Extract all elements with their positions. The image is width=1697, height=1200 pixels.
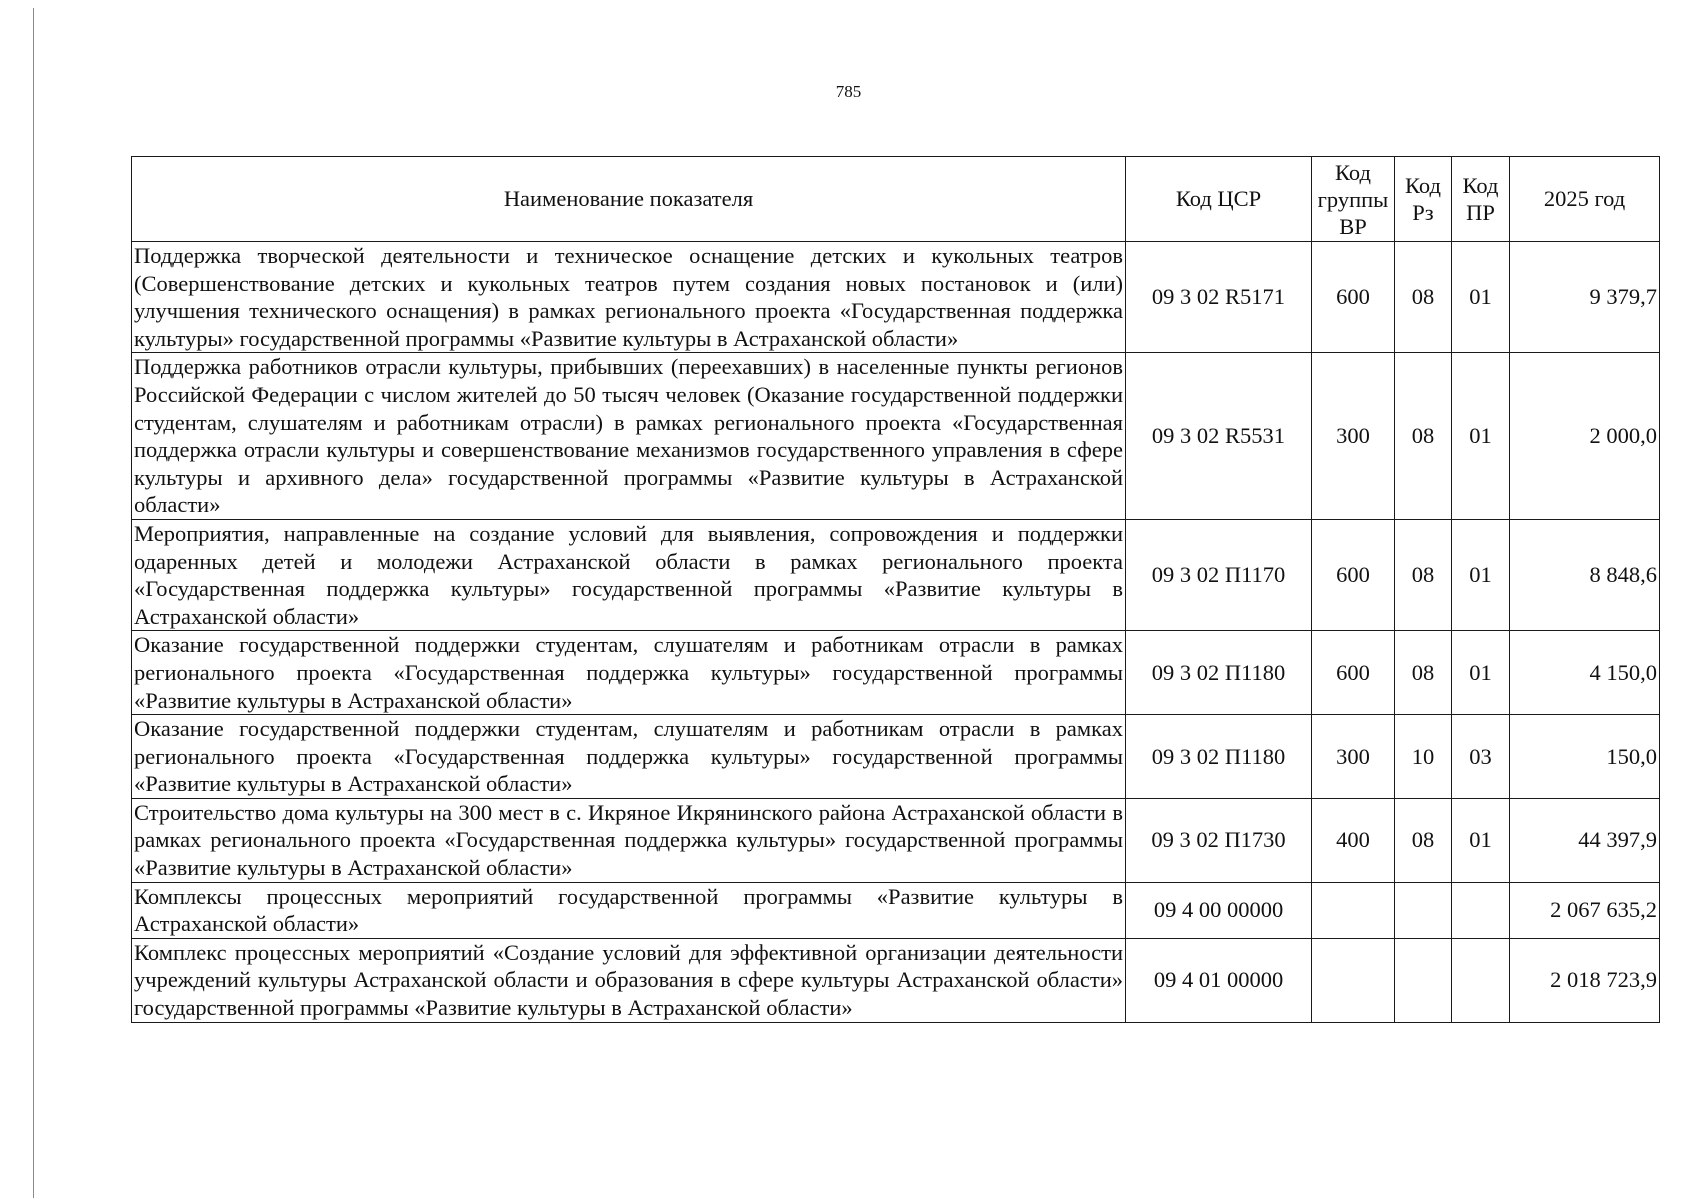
row-name: Комплексы процессных мероприятий государственной программы «Развитие культуры в Астраханской области» — [132, 882, 1126, 938]
table-row — [132, 519, 1660, 630]
row-vr: 600 — [1312, 519, 1395, 630]
row-rz: 08 — [1395, 798, 1452, 882]
header-name: Наименование показателя — [132, 157, 1126, 242]
binding-margin-line — [33, 8, 34, 1198]
header-pr: Код ПР — [1452, 157, 1510, 242]
page-number: 785 — [835, 82, 862, 101]
row-amount: 44 397,9 — [1510, 798, 1660, 882]
row-vr — [1312, 882, 1395, 938]
row-vr: 300 — [1312, 353, 1395, 520]
table-row — [132, 353, 1660, 520]
row-csr: 09 4 00 00000 — [1126, 882, 1312, 938]
row-csr: 09 3 02 R5171 — [1126, 242, 1312, 353]
row-amount: 2 018 723,9 — [1510, 938, 1660, 1022]
row-csr: 09 3 02 R5531 — [1126, 353, 1312, 520]
row-name: Мероприятия, направленные на создание условий для выявления, сопровождения и поддержки одаренных детей и молодежи Астраханской области в рамках регионального проекта «Государственная поддержка культуры» государственной программы «Развитие культуры в Астраханской области» — [132, 519, 1126, 630]
row-rz: 08 — [1395, 631, 1452, 715]
row-vr: 600 — [1312, 631, 1395, 715]
header-csr: Код ЦСР — [1126, 157, 1312, 242]
row-amount: 2 067 635,2 — [1510, 882, 1660, 938]
row-pr — [1452, 938, 1510, 1022]
row-amount: 2 000,0 — [1510, 353, 1660, 520]
row-csr: 09 3 02 П1730 — [1126, 798, 1312, 882]
row-csr: 09 3 02 П1180 — [1126, 631, 1312, 715]
row-vr — [1312, 938, 1395, 1022]
row-rz — [1395, 882, 1452, 938]
table-row — [132, 715, 1660, 799]
row-rz — [1395, 938, 1452, 1022]
row-amount: 150,0 — [1510, 715, 1660, 799]
row-csr: 09 4 01 00000 — [1126, 938, 1312, 1022]
row-pr: 01 — [1452, 631, 1510, 715]
row-rz: 08 — [1395, 353, 1452, 520]
row-csr: 09 3 02 П1170 — [1126, 519, 1312, 630]
table-row — [132, 798, 1660, 882]
header-rz: Код Рз — [1395, 157, 1452, 242]
row-name: Оказание государственной поддержки студентам, слушателям и работникам отрасли в рамках регионального проекта «Государственная поддержка культуры» государственной программы «Развитие культуры в Астраханской области» — [132, 715, 1126, 799]
row-pr — [1452, 882, 1510, 938]
row-csr: 09 3 02 П1180 — [1126, 715, 1312, 799]
row-pr: 01 — [1452, 519, 1510, 630]
row-amount: 8 848,6 — [1510, 519, 1660, 630]
row-name: Поддержка творческой деятельности и техническое оснащение детских и кукольных театров (Совершенствование детских и кукольных театров путем создания новых постановок и (или) улучшения технического оснащения) в рамках регионального проекта «Государственная поддержка культуры» государственной программы «Развитие культуры в Астраханской области» — [132, 242, 1126, 353]
row-name: Поддержка работников отрасли культуры, прибывших (переехавших) в населенные пункты регионов Российской Федерации с числом жителей до 50 тысяч человек (Оказание государственной поддержки студентам, слушателям и работникам отрасли) в рамках регионального проекта «Государственная поддержка отрасли культуры и совершенствование механизмов государственного управления в сфере культуры и архивного дела» государственной программы «Развитие культуры в Астраханской области» — [132, 353, 1126, 520]
row-amount: 4 150,0 — [1510, 631, 1660, 715]
table-header-row — [132, 157, 1660, 242]
row-vr: 400 — [1312, 798, 1395, 882]
row-rz: 08 — [1395, 519, 1452, 630]
row-name: Строительство дома культуры на 300 мест в с. Икряное Икрянинского района Астраханской области в рамках регионального проекта «Государственная поддержка культуры» государственной программы «Развитие культуры в Астраханской области» — [132, 798, 1126, 882]
table-row — [132, 882, 1660, 938]
row-vr: 600 — [1312, 242, 1395, 353]
table-row — [132, 938, 1660, 1022]
row-name: Оказание государственной поддержки студентам, слушателям и работникам отрасли в рамках регионального проекта «Государственная поддержка культуры» государственной программы «Развитие культуры в Астраханской области» — [132, 631, 1126, 715]
header-year: 2025 год — [1510, 157, 1660, 242]
budget-table — [131, 156, 1660, 1023]
row-pr: 03 — [1452, 715, 1510, 799]
row-pr: 01 — [1452, 353, 1510, 520]
header-vr: Код группы ВР — [1312, 157, 1395, 242]
row-amount: 9 379,7 — [1510, 242, 1660, 353]
table-row — [132, 242, 1660, 353]
row-pr: 01 — [1452, 798, 1510, 882]
row-pr: 01 — [1452, 242, 1510, 353]
row-vr: 300 — [1312, 715, 1395, 799]
row-rz: 08 — [1395, 242, 1452, 353]
row-rz: 10 — [1395, 715, 1452, 799]
row-name: Комплекс процессных мероприятий «Создание условий для эффективной организации деятельности учреждений культуры Астраханской области и образования в сфере культуры Астраханской области» государственной программы «Развитие культуры в Астраханской области» — [132, 938, 1126, 1022]
table-row — [132, 631, 1660, 715]
